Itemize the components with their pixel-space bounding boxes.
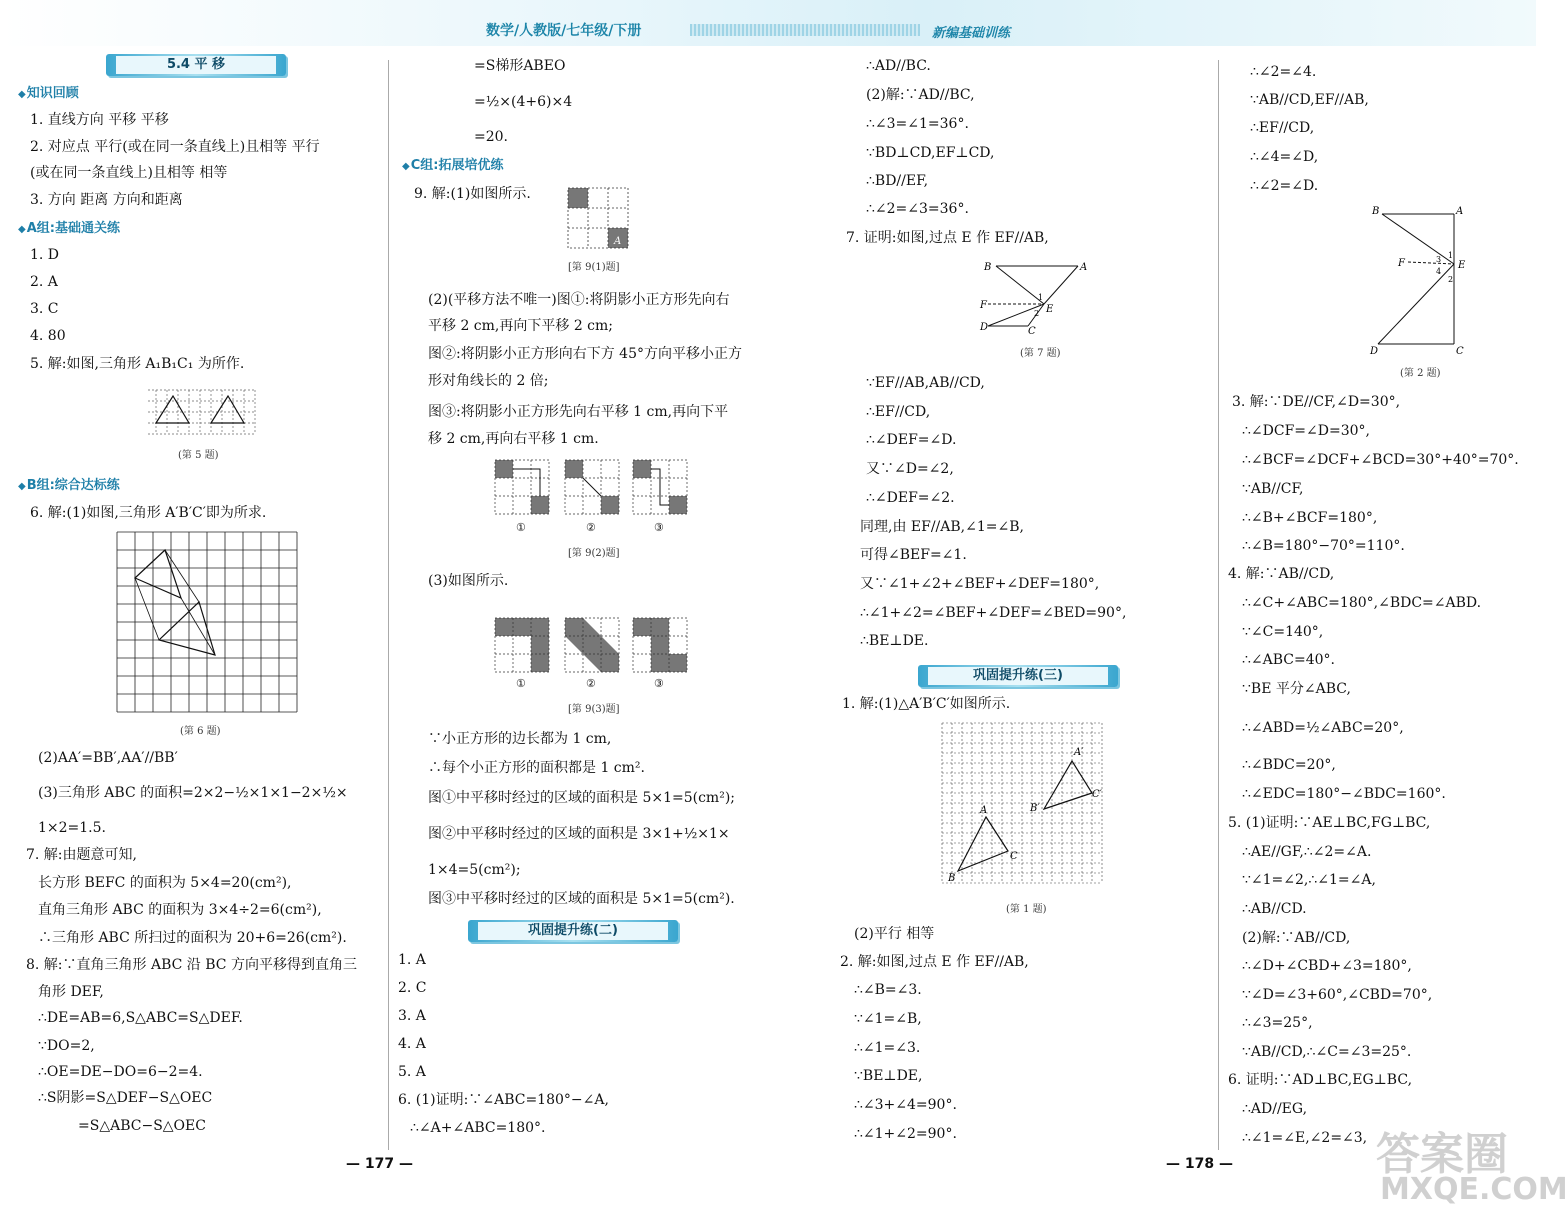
answer-line: 图③中平移时经过的区域的面积是 5×1=5(cm²). bbox=[428, 891, 735, 907]
answer-line: (2)解:∵AB//CD, bbox=[1242, 930, 1351, 946]
answer-line: ∴∠3+∠4=90°. bbox=[854, 1097, 957, 1113]
answer-line: ∴∠A+∠ABC=180°. bbox=[410, 1120, 546, 1136]
answer-line: 图①中平移时经过的区域的面积是 5×1=5(cm²); bbox=[428, 790, 736, 806]
answer-line: 2. 解:如图,过点 E 作 EF//AB, bbox=[840, 954, 1029, 970]
answer-line: 长方形 BEFC 的面积为 5×4=20(cm²), bbox=[38, 875, 292, 891]
answer-line: ∴∠BDC=20°, bbox=[1242, 757, 1336, 773]
svg-text:3: 3 bbox=[1436, 255, 1442, 264]
answer-line: 3. 方向 距离 方向和距离 bbox=[30, 192, 183, 208]
answer-line: 6. (1)证明:∵∠ABC=180°−∠A, bbox=[398, 1092, 609, 1108]
answer-line: ∴∠3=25°, bbox=[1242, 1015, 1313, 1031]
answer-line: ∴∠3=∠1=36°. bbox=[866, 116, 969, 132]
answer-line: ∵AB//CD,EF//AB, bbox=[1250, 92, 1369, 108]
figure-caption-q6: (第 6 题) bbox=[180, 726, 221, 737]
answer-line: (3)三角形 ABC 的面积=2×2−½×1×1−2×½× bbox=[38, 785, 348, 801]
answer-line: 图③:将阴影小正方形先向右平移 1 cm,再向下平 bbox=[428, 404, 729, 420]
figure-caption-q7: (第 7 题) bbox=[1020, 348, 1061, 359]
svg-text:C′: C′ bbox=[1092, 789, 1102, 800]
answer-line: (2)平行 相等 bbox=[854, 926, 935, 942]
grid-3 bbox=[633, 618, 687, 672]
answer-line: ∴∠EDC=180°−∠BDC=160°. bbox=[1242, 786, 1446, 802]
answer-line: 4. 80 bbox=[30, 328, 66, 344]
answer-line: 图②中平移时经过的区域的面积是 3×1+½×1× bbox=[428, 826, 730, 842]
svg-text:E: E bbox=[1458, 260, 1466, 271]
answer-line: =20. bbox=[474, 129, 508, 145]
answer-line: 2. C bbox=[398, 980, 427, 996]
answer-line: =S梯形ABEO bbox=[474, 58, 566, 74]
answer-line: ∵小正方形的边长都为 1 cm, bbox=[428, 731, 612, 747]
answer-line: (3)如图所示. bbox=[428, 573, 509, 589]
answer-line: 7. 证明:如图,过点 E 作 EF//AB, bbox=[846, 230, 1049, 246]
answer-line: ∵∠1=∠2,∴∠1=∠A, bbox=[1242, 872, 1376, 888]
answer-line: 3. 解:∵DE//CF,∠D=30°, bbox=[1232, 394, 1401, 410]
answer-line: 又∵∠1+∠2+∠BEF+∠DEF=180°, bbox=[860, 576, 1100, 592]
answer-line: 角形 DEF, bbox=[38, 984, 104, 1000]
answer-line: ∵AB//CD,∴∠C=∠3=25°. bbox=[1242, 1044, 1412, 1060]
figure-caption-q9-3: [第 9(3)题] bbox=[568, 704, 620, 715]
answer-line: ∴∠DEF=∠2. bbox=[866, 490, 955, 506]
answer-line: ∴AD//BC. bbox=[866, 58, 931, 74]
figure-q1-grid bbox=[940, 721, 1110, 889]
svg-text:C: C bbox=[1010, 851, 1018, 862]
grid-2 bbox=[565, 460, 619, 514]
answer-line: 又∵∠D=∠2, bbox=[866, 461, 954, 477]
svg-text:A: A bbox=[1456, 206, 1464, 217]
figure-caption-q9-2: [第 9(2)题] bbox=[568, 548, 620, 559]
answer-line: ∴∠ABC=40°. bbox=[1242, 652, 1336, 668]
answer-line: ∵∠1=∠B, bbox=[854, 1011, 922, 1027]
answer-line: ∵BD⊥CD,EF⊥CD, bbox=[866, 145, 995, 161]
answer-line: 5. (1)证明:∵AE⊥BC,FG⊥BC, bbox=[1228, 815, 1431, 831]
svg-text:4: 4 bbox=[1436, 267, 1442, 276]
answer-line: ∴∠B=∠3. bbox=[854, 982, 922, 998]
answer-line: ∴∠1+∠2=∠BEF+∠DEF=∠BED=90°, bbox=[860, 605, 1127, 621]
answer-line: ∵AB//CF, bbox=[1242, 481, 1304, 497]
answer-line: 7. 解:由题意可知, bbox=[26, 847, 137, 863]
answer-line: 移 2 cm,再向右平移 1 cm. bbox=[428, 431, 599, 447]
svg-text:A′: A′ bbox=[1074, 747, 1084, 758]
answer-line: ∵∠D=∠3+60°,∠CBD=70°, bbox=[1242, 987, 1433, 1003]
answer-line: ∵BE⊥DE, bbox=[854, 1068, 923, 1084]
answer-line: ∴∠D+∠CBD+∠3=180°, bbox=[1242, 958, 1412, 974]
answer-line: 1×4=5(cm²); bbox=[428, 862, 521, 878]
answer-line: 3. A bbox=[398, 1008, 426, 1024]
answer-line: ∵∠C=140°, bbox=[1242, 624, 1324, 640]
answer-line: ∵EF//AB,AB//CD, bbox=[866, 375, 985, 391]
svg-text:A: A bbox=[614, 236, 622, 247]
figure-label-circle-1: ① bbox=[516, 521, 526, 534]
answer-line: 3. C bbox=[30, 301, 59, 317]
answer-line: 直角三角形 ABC 的面积为 3×4÷2=6(cm²), bbox=[38, 902, 322, 918]
figure-caption-q1: (第 1 题) bbox=[1006, 904, 1047, 915]
figure-label-circle-2: ② bbox=[586, 677, 596, 690]
answer-line: ∴AB//CD. bbox=[1242, 901, 1307, 917]
answer-line: 图②:将阴影小正方形向右下方 45°方向平移小正方 bbox=[428, 346, 742, 362]
answer-line: 1. D bbox=[30, 247, 60, 263]
answer-line: 8. 解:∵直角三角形 ABC 沿 BC 方向平移得到直角三 bbox=[26, 957, 357, 973]
grid-1 bbox=[495, 618, 549, 672]
grid-1 bbox=[495, 460, 549, 514]
header-subject-title: 数学/人教版/七年级/下册 bbox=[486, 23, 642, 39]
svg-text:B′: B′ bbox=[1030, 803, 1040, 814]
answer-line: ∴∠2=∠4. bbox=[1250, 64, 1317, 80]
column-divider-1 bbox=[388, 60, 389, 1150]
page-number-left: — 177 — bbox=[346, 1156, 413, 1172]
svg-text:D: D bbox=[980, 322, 989, 333]
svg-text:A: A bbox=[980, 805, 988, 816]
answer-line: ∴∠1=∠E,∠2=∠3, bbox=[1242, 1130, 1368, 1146]
answer-line: (或在同一条直线上)且相等 相等 bbox=[30, 165, 228, 181]
answer-line: ∴EF//CD, bbox=[866, 404, 931, 420]
svg-text:C: C bbox=[1028, 326, 1036, 337]
svg-text:B: B bbox=[948, 873, 956, 884]
answer-line: ∴BD//EF, bbox=[866, 173, 929, 189]
section-banner-consolidate-2: 巩固提升练(二) bbox=[468, 920, 678, 942]
answer-line: 2. A bbox=[30, 274, 58, 290]
watermark-url: MXQE.COM bbox=[1380, 1172, 1568, 1207]
answer-line: ∴∠BCF=∠DCF+∠BCD=30°+40°=70°. bbox=[1242, 452, 1519, 468]
section-banner-5-4: 5.4 平 移 bbox=[106, 54, 286, 76]
answer-line: 5. A bbox=[398, 1064, 426, 1080]
answer-line: ∴S阴影=S△DEF−S△OEC bbox=[38, 1090, 213, 1106]
answer-line: ∴∠B=180°−70°=110°. bbox=[1242, 538, 1405, 554]
column-divider-2 bbox=[1218, 60, 1219, 1150]
answer-line: (2)AA′=BB′,AA′//BB′ bbox=[38, 750, 178, 766]
figure-label-circle-3: ③ bbox=[654, 521, 664, 534]
svg-text:C: C bbox=[1456, 346, 1464, 357]
figure-caption-q9-1: [第 9(1)题] bbox=[568, 262, 620, 273]
answer-line: 4. 解:∵AB//CD, bbox=[1228, 566, 1335, 582]
answer-line: ∴BE⊥DE. bbox=[860, 633, 929, 649]
svg-text:2: 2 bbox=[1034, 309, 1040, 318]
section-banner-consolidate-3: 巩固提升练(三) bbox=[918, 665, 1118, 687]
figure-caption-q5: (第 5 题) bbox=[178, 450, 219, 461]
answer-line: 可得∠BEF=∠1. bbox=[860, 547, 967, 563]
answer-line: ∴∠ABD=½∠ABC=20°, bbox=[1242, 720, 1404, 736]
section-heading-group-c: ◆ C组:拓展培优练 bbox=[402, 156, 503, 177]
header-decor-bar bbox=[690, 24, 920, 36]
svg-text:A: A bbox=[1080, 262, 1088, 273]
figure-q9-3-grids bbox=[493, 616, 793, 696]
svg-text:B: B bbox=[984, 262, 992, 273]
figure-label-circle-3: ③ bbox=[654, 677, 664, 690]
svg-text:B: B bbox=[1372, 206, 1380, 217]
svg-text:E: E bbox=[1046, 304, 1054, 315]
svg-text:1: 1 bbox=[1038, 293, 1044, 302]
figure-caption-q2: (第 2 题) bbox=[1400, 368, 1441, 379]
answer-line: 平移 2 cm,再向下平移 2 cm; bbox=[428, 318, 614, 334]
figure-q6-grid bbox=[115, 530, 301, 712]
svg-text:F: F bbox=[1398, 258, 1405, 269]
answer-line: ∴∠1+∠2=90°. bbox=[854, 1126, 957, 1142]
answer-line: ∴∠C+∠ABC=180°,∠BDC=∠ABD. bbox=[1242, 595, 1482, 611]
answer-line: 1×2=1.5. bbox=[38, 820, 106, 836]
answer-line: ∴∠2=∠D. bbox=[1250, 178, 1319, 194]
figure-q5-grid bbox=[148, 388, 278, 438]
svg-text:D: D bbox=[1370, 346, 1379, 357]
answer-line: ∴∠1=∠3. bbox=[854, 1040, 921, 1056]
section-heading-group-a: ◆ A组:基础通关练 bbox=[18, 219, 120, 240]
figure-q9-1-grid bbox=[566, 186, 630, 250]
svg-text:2: 2 bbox=[1448, 275, 1454, 284]
section-heading-review: ◆ 知识回顾 bbox=[18, 84, 79, 105]
figure-label-circle-2: ② bbox=[586, 521, 596, 534]
answer-line: ∴OE=DE−DO=6−2=4. bbox=[38, 1064, 203, 1080]
answer-line: 1. 直线方向 平移 平移 bbox=[30, 112, 169, 128]
answer-line: ∴∠DCF=∠D=30°, bbox=[1242, 423, 1370, 439]
answer-line: 形对角线长的 2 倍; bbox=[428, 373, 549, 389]
answer-line: =½×(4+6)×4 bbox=[474, 94, 573, 110]
svg-text:F: F bbox=[980, 300, 987, 311]
svg-text:1: 1 bbox=[1448, 251, 1454, 260]
grid-2 bbox=[565, 618, 619, 672]
section-heading-group-b: ◆ B组:综合达标练 bbox=[18, 476, 120, 497]
answer-line: ∴三角形 ABC 所扫过的面积为 20+6=26(cm²). bbox=[38, 930, 347, 946]
answer-line: ∴每个小正方形的面积都是 1 cm². bbox=[428, 760, 645, 776]
answer-line: ∴DE=AB=6,S△ABC=S△DEF. bbox=[38, 1010, 243, 1026]
answer-line: 9. 解:(1)如图所示. bbox=[414, 186, 531, 202]
figure-q9-2-grids bbox=[493, 458, 793, 538]
figure-label-circle-1: ① bbox=[516, 677, 526, 690]
answer-line: 6. 解:(1)如图,三角形 A′B′C′即为所求. bbox=[30, 505, 267, 521]
answer-line: ∴∠4=∠D, bbox=[1250, 149, 1319, 165]
answer-line: 4. A bbox=[398, 1036, 426, 1052]
answer-line: 同理,由 EF//AB,∠1=∠B, bbox=[860, 519, 1024, 535]
answer-line: ∴AD//EG, bbox=[1242, 1101, 1308, 1117]
answer-line: ∴EF//CD, bbox=[1250, 120, 1315, 136]
answer-line: 2. 对应点 平行(或在同一条直线上)且相等 平行 bbox=[30, 139, 320, 155]
answer-line: 5. 解:如图,三角形 A₁B₁C₁ 为所作. bbox=[30, 356, 245, 372]
answer-line: ∵DO=2, bbox=[38, 1038, 95, 1054]
answer-line: ∴∠DEF=∠D. bbox=[866, 432, 957, 448]
answer-line: ∴∠2=∠3=36°. bbox=[866, 201, 969, 217]
page-number-right: — 178 — bbox=[1166, 1156, 1233, 1172]
header-band bbox=[0, 0, 1536, 46]
answer-line: 1. 解:(1)△A′B′C′如图所示. bbox=[842, 696, 1011, 712]
grid-3 bbox=[633, 460, 687, 514]
figure-q7-diagram bbox=[978, 258, 1098, 338]
watermark-logo: 答案圈 bbox=[1376, 1129, 1508, 1180]
header-series-title: 新编基础训练 bbox=[932, 26, 1011, 41]
answer-line: 1. A bbox=[398, 952, 426, 968]
answer-line: ∵BE 平分∠ABC, bbox=[1242, 681, 1351, 697]
answer-line: ∴AE//GF,∴∠2=∠A. bbox=[1242, 844, 1372, 860]
figure-q2-diagram bbox=[1368, 204, 1478, 357]
answer-line: (2)(平移方法不唯一)图①:将阴影小正方形先向右 bbox=[428, 292, 730, 308]
answer-line: (2)解:∵AD//BC, bbox=[866, 87, 975, 103]
answer-line: ∴∠B+∠BCF=180°, bbox=[1242, 510, 1378, 526]
answer-line: 6. 证明:∵AD⊥BC,EG⊥BC, bbox=[1228, 1072, 1413, 1088]
answer-line: =S△ABC−S△OEC bbox=[78, 1118, 206, 1134]
